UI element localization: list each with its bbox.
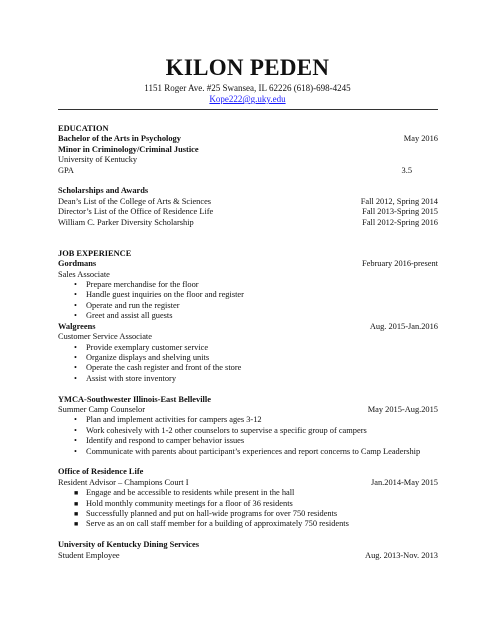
job-date: Aug. 2013-Nov. 2013 <box>365 550 438 560</box>
scholarship-name: William C. Parker Diversity Scholarship <box>58 217 194 227</box>
job-title-row <box>58 478 438 488</box>
duty-text: Work cohesively with 1-2 other counselors to supervise a specific group of campers <box>86 425 367 435</box>
duty-item <box>58 290 438 300</box>
duty-item <box>58 353 438 363</box>
bullet-icon: ■ <box>74 520 79 529</box>
job-title: Customer Service Associate <box>58 332 152 342</box>
duty-item <box>58 280 438 290</box>
school: University of Kentucky <box>58 155 138 165</box>
duty-text: Identify and respond to camper behavior issues <box>86 436 245 446</box>
scholarship-item <box>58 207 438 217</box>
duty-item <box>58 343 438 353</box>
job-title: Summer Camp Counselor <box>58 404 146 414</box>
bullet-icon: • <box>74 352 77 362</box>
degree: Bachelor of the Arts in Psychology <box>58 134 181 144</box>
duty-text: Successfully planned and put on hall-wide programs for over 750 residents <box>86 508 338 518</box>
job-duties <box>58 488 438 530</box>
scholarship-date: Fall 2012, Spring 2014 <box>360 196 438 206</box>
bullet-icon: • <box>74 415 77 425</box>
gpa-label: GPA <box>58 165 74 175</box>
bullet-icon: • <box>74 363 77 373</box>
job-list <box>58 259 438 561</box>
duty-text: Prepare merchandise for the floor <box>86 280 199 290</box>
duty-text: Assist with store inventory <box>86 373 177 383</box>
job-title: Sales Associate <box>58 269 110 279</box>
duty-text: Hold monthly community meetings for a floor of 36 residents <box>86 498 293 508</box>
duty-item <box>58 426 438 436</box>
duty-text: Engage and be accessible to residents while present in the hall <box>86 488 295 498</box>
duty-text: Operate the cash register and front of the store <box>86 363 242 373</box>
job-employer: Gordmans <box>58 259 97 269</box>
bullet-icon: • <box>74 300 77 310</box>
degree-row <box>58 134 438 144</box>
duty-item <box>58 415 438 425</box>
scholarship-name: Dean’s List of the College of Arts & Sciences <box>58 196 212 206</box>
header-divider <box>58 109 438 110</box>
scholarship-date: Fall 2013-Spring 2015 <box>362 207 438 217</box>
duty-item <box>58 301 438 311</box>
bullet-icon: ■ <box>74 489 79 498</box>
gpa-value: 3.5 <box>401 165 412 175</box>
job-title-row <box>58 405 438 415</box>
duty-text: Serve as an on call staff member for a building of approximately 750 residents <box>86 519 349 529</box>
degree-date: May 2016 <box>403 134 438 144</box>
bullet-icon: • <box>74 425 77 435</box>
scholarships-heading: Scholarships and Awards <box>58 186 149 196</box>
email-link[interactable]: Kope222@g.uky.edu <box>209 94 286 104</box>
job-employer-row <box>58 322 438 332</box>
gpa-row <box>58 166 438 176</box>
job-employer: Walgreens <box>58 321 96 331</box>
duty-text: Communicate with parents about participant’s experiences and report concerns to Camp Leadership <box>86 446 421 456</box>
contact-address: 1151 Roger Ave. #25 Swansea, IL 62226 (618)-698-4245 <box>144 83 351 93</box>
duty-item <box>58 363 438 373</box>
job-title: Resident Advisor – Champions Court I <box>58 477 189 487</box>
resume-body <box>58 124 438 561</box>
bullet-icon: ■ <box>74 509 79 518</box>
scholarship-item <box>58 197 438 207</box>
bullet-icon: • <box>74 342 77 352</box>
duty-item <box>58 509 438 519</box>
job-employer: Office of Residence Life <box>58 467 144 477</box>
scholarship-list <box>58 197 438 228</box>
duty-text: Organize displays and shelving units <box>86 352 210 362</box>
duty-text: Provide exemplary customer service <box>86 342 209 352</box>
job-duties <box>58 415 438 457</box>
education-heading: EDUCATION <box>58 124 109 133</box>
job-title-row <box>58 551 438 561</box>
minor: Minor in Criminology/Criminal Justice <box>58 144 199 154</box>
duty-item <box>58 447 438 457</box>
bullet-icon: • <box>74 290 77 300</box>
job-employer: University of Kentucky Dining Services <box>58 540 199 550</box>
job-date: May 2015-Aug.2015 <box>367 404 438 414</box>
job-date: Jan.2014-May 2015 <box>371 477 438 487</box>
duty-text: Plan and implement activities for campers ages 3-12 <box>86 415 262 425</box>
job-employer-row <box>58 259 438 269</box>
duty-item <box>58 499 438 509</box>
duty-item <box>58 311 438 321</box>
bullet-icon: • <box>74 311 77 321</box>
duty-text: Operate and run the register <box>86 300 180 310</box>
scholarship-item <box>58 218 438 228</box>
job-employer: YMCA-Southwester Illinois-East Belleville <box>58 394 211 404</box>
job-entry <box>58 259 438 321</box>
bullet-icon: • <box>74 446 77 456</box>
job-entry <box>58 457 438 530</box>
bullet-icon: • <box>74 436 77 446</box>
bullet-icon: • <box>74 280 77 290</box>
duty-item <box>58 519 438 529</box>
job-title: Student Employee <box>58 550 120 560</box>
job-duties <box>58 343 438 385</box>
experience-heading: JOB EXPERIENCE <box>58 248 132 258</box>
bullet-icon: ■ <box>74 499 79 508</box>
job-entry <box>58 322 438 384</box>
job-duties <box>58 280 438 322</box>
duty-item <box>58 374 438 384</box>
scholarship-date: Fall 2012-Spring 2016 <box>362 217 438 227</box>
duty-text: Greet and assist all guests <box>86 311 173 321</box>
contact-email <box>0 94 495 105</box>
scholarship-name: Director’s List of the Office of Residence Life <box>58 207 214 217</box>
job-date: Aug. 2015-Jan.2016 <box>369 321 438 331</box>
job-date: February 2016-present <box>361 259 438 269</box>
bullet-icon: • <box>74 373 77 383</box>
duty-item <box>58 488 438 498</box>
candidate-name: KILON PEDEN <box>165 55 330 80</box>
duty-text: Handle guest inquiries on the floor and register <box>86 290 244 300</box>
job-entry <box>58 530 438 561</box>
job-entry <box>58 384 438 457</box>
duty-item <box>58 436 438 446</box>
